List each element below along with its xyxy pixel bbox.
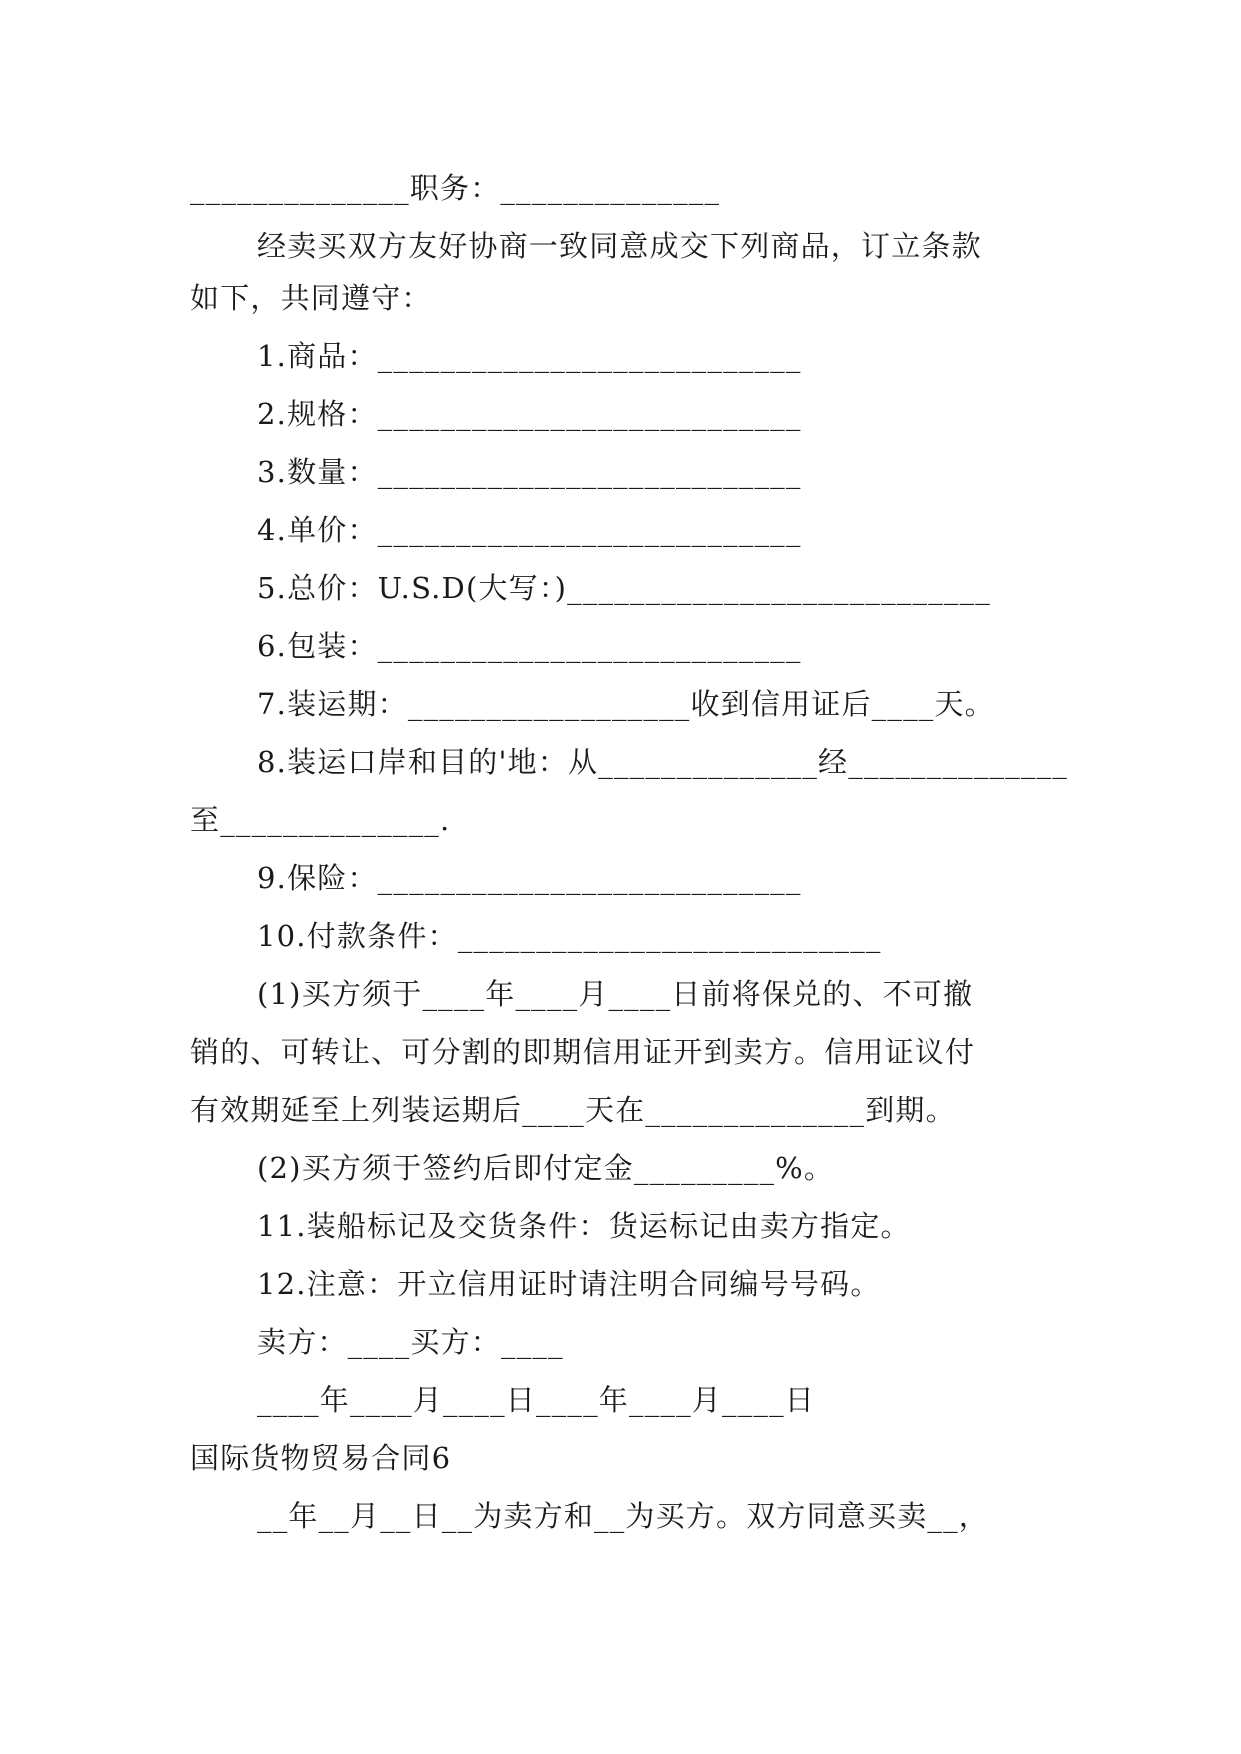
signature-dates: ____年____月____日____年____月____日 [257, 1383, 816, 1417]
clause-4-unit-price: 4.单价：___________________________ [257, 513, 802, 547]
clause-12-note: 12.注意：开立信用证时请注明合同编号号码。 [257, 1267, 881, 1301]
clause-6-packing: 6.包装：___________________________ [257, 629, 802, 663]
seller-buyer-signatures: 卖方：____买方：____ [257, 1325, 564, 1359]
clause-5-total-price: 5.总价：U.S.D(大写：)___________________________ [257, 571, 991, 605]
clause-10-2-deposit: (2)买方须于签约后即付定金_________%。 [257, 1151, 835, 1185]
clause-7-shipment: 7.装运期：__________________收到信用证后____天。 [257, 687, 995, 721]
clause-10-1-line-2: 销的、可转让、可分割的即期信用证开到卖方。信用证议付 [190, 1035, 976, 1069]
clause-8-ports-line-1: 8.装运口岸和目的'地：从______________经______________ [257, 745, 1069, 779]
contract-6-intro-line: __年__月__日__为卖方和__为买方。双方同意买卖__， [257, 1499, 990, 1533]
clause-10-1-line-1: (1)买方须于____年____月____日前将保兑的、不可撤 [257, 977, 974, 1011]
clause-10-1-line-3: 有效期延至上列装运期后____天在______________到期。 [190, 1093, 956, 1127]
clause-1-goods: 1.商品：___________________________ [257, 339, 802, 373]
clause-8-ports-line-2: 至______________. [190, 803, 451, 837]
signatory-title-line: ______________职务：______________ [190, 171, 721, 205]
clause-3-quantity: 3.数量：___________________________ [257, 455, 802, 489]
clause-11-marks: 11.装船标记及交货条件：货运标记由卖方指定。 [257, 1209, 911, 1243]
clause-9-insurance: 9.保险：___________________________ [257, 861, 802, 895]
intro-paragraph-line-2: 如下，共同遵守： [190, 281, 432, 315]
section-heading: 国际货物贸易合同6 [190, 1441, 452, 1475]
intro-paragraph-line-1: 经卖买双方友好协商一致同意成交下列商品，订立条款 [257, 229, 982, 263]
clause-2-specification: 2.规格：___________________________ [257, 397, 802, 431]
clause-10-payment: 10.付款条件：___________________________ [257, 919, 882, 953]
